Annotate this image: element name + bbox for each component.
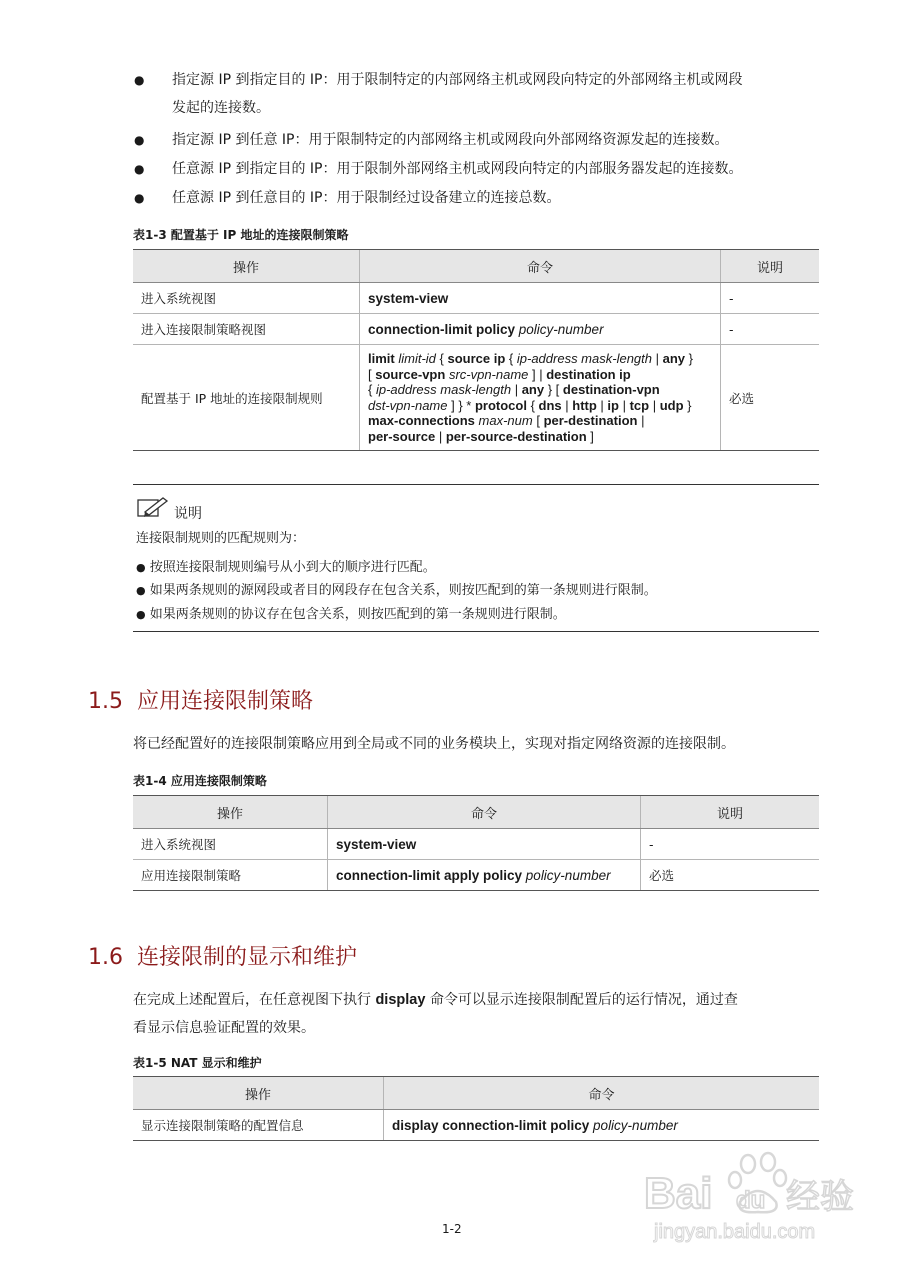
column-header: 说明 (721, 250, 820, 283)
section-heading: 1.6 连接限制的显示和维护 (88, 945, 358, 970)
note-title: 说明 (174, 506, 202, 522)
command-cell: system-view (328, 829, 641, 860)
table-cell: - (641, 829, 820, 860)
display-table (133, 1076, 819, 1141)
command-line: { ip-address mask-length | any } [ destination-vpn (368, 382, 660, 397)
bullet-dot: ● (134, 191, 145, 205)
table-caption: 表1-4 应用连接限制策略 (133, 774, 267, 788)
bullet-item (134, 155, 840, 183)
command-line: max-connections max-num [ per-destination | (368, 413, 645, 428)
table-row (133, 314, 819, 345)
column-header: 说明 (641, 796, 820, 829)
section-paragraph: 在完成上述配置后，在任意视图下执行 display 命令可以显示连接限制配置后的运行情况，通过查 看显示信息验证配置的效果。 (133, 992, 738, 1036)
bullet-dot: ● (134, 162, 145, 176)
command-line: limit limit-id { source ip { ip-address mask-length | any } (368, 351, 693, 366)
table-row (133, 283, 819, 314)
note-top-rule (133, 484, 819, 485)
table-cell: 配置基于 IP 地址的连接限制规则 (133, 345, 360, 451)
table-cell: 必选 (721, 345, 820, 451)
table-cell: - (721, 314, 820, 345)
table-caption: 表1-3 配置基于 IP 地址的连接限制策略 (133, 228, 349, 242)
table-row (133, 860, 819, 891)
baidu-jingyan-watermark (640, 1150, 870, 1250)
svg-text:jingyan.baidu.com: jingyan.baidu.com (654, 1221, 816, 1243)
bullet-text: 指定源 IP 到任意 IP：用于限制特定的内部网络主机或网段向外部网络资源发起的连接数。 (172, 132, 729, 148)
command-cell (328, 860, 641, 891)
apply-table (133, 795, 819, 891)
table-cell: 显示连接限制策略的配置信息 (133, 1110, 384, 1141)
command-cell (360, 345, 721, 451)
bullet-item (134, 66, 840, 122)
command-cell (360, 314, 721, 345)
command-keyword: connection-limit apply policy (336, 867, 523, 883)
column-header: 命令 (384, 1077, 820, 1110)
command-line: dst-vpn-name ] } * protocol { dns | http | ip | tcp | udp } (368, 397, 692, 413)
table-caption: 表1-5 NAT 显示和维护 (133, 1056, 262, 1070)
note-bottom-rule (133, 631, 819, 632)
bullet-text: 任意源 IP 到指定目的 IP：用于限制外部网络主机或网段向特定的内部服务器发起的连接数。 (172, 161, 743, 177)
bullet-text-cont: 发起的连接数。 (172, 100, 270, 116)
bullet-text: 指定源 IP 到指定目的 IP：用于限制特定的内部网络主机或网段向特定的外部网络主机或网段 (172, 72, 743, 88)
bullet-item (134, 184, 840, 212)
section-paragraph: 将已经配置好的连接限制策略应用到全局或不同的业务模块上，实现对指定网络资源的连接限制。 (133, 736, 735, 752)
command-cell (384, 1110, 820, 1141)
note-item: ● 按照连接限制规则编号从小到大的顺序进行匹配。 (136, 560, 436, 575)
column-header: 命令 (328, 796, 641, 829)
table-row (133, 829, 819, 860)
column-header: 操作 (133, 250, 360, 283)
command-cell: system-view (360, 283, 721, 314)
column-header: 操作 (133, 796, 328, 829)
note-pencil-icon (136, 494, 170, 520)
note-intro: 连接限制规则的匹配规则为： (136, 531, 306, 546)
table-cell: 应用连接限制策略 (133, 860, 328, 891)
note-item: ● 如果两条规则的协议存在包含关系，则按匹配到的第一条规则进行限制。 (136, 607, 566, 622)
section-heading: 1.5 应用连接限制策略 (88, 689, 314, 714)
bullet-item (134, 126, 840, 154)
svg-text:Bai: Bai (644, 1169, 713, 1218)
bullet-text: 任意源 IP 到任意目的 IP：用于限制经过设备建立的连接总数。 (172, 190, 561, 206)
table-cell: 进入系统视图 (133, 283, 360, 314)
command-keyword: connection-limit policy (368, 321, 516, 337)
note-item: ● 如果两条规则的源网段或者目的网段存在包含关系，则按匹配到的第一条规则进行限制。 (136, 583, 657, 598)
bullet-dot: ● (134, 133, 145, 147)
command-arg: policy-number (518, 321, 604, 337)
command-arg: policy-number (593, 1117, 678, 1133)
table-cell: 进入系统视图 (133, 829, 328, 860)
column-header: 操作 (133, 1077, 384, 1110)
command-line: [ source-vpn src-vpn-name ] | destination ip (368, 366, 631, 382)
table-cell: 进入连接限制策略视图 (133, 314, 360, 345)
page-number: 1-2 (442, 1222, 462, 1236)
bullet-dot: ● (134, 73, 145, 87)
column-header: 命令 (360, 250, 721, 283)
table-row (133, 345, 819, 451)
config-table (133, 249, 819, 451)
baidu-paw-logo-icon (640, 1150, 870, 1250)
table-row (133, 1110, 819, 1141)
table-cell: 必选 (641, 860, 820, 891)
svg-text:经验: 经验 (786, 1177, 854, 1217)
command-keyword: display connection-limit policy (392, 1117, 590, 1133)
command-arg: policy-number (525, 867, 611, 883)
command-line: per-source | per-source-destination ] (368, 428, 594, 444)
svg-text:du: du (736, 1187, 766, 1214)
table-cell: - (721, 283, 820, 314)
